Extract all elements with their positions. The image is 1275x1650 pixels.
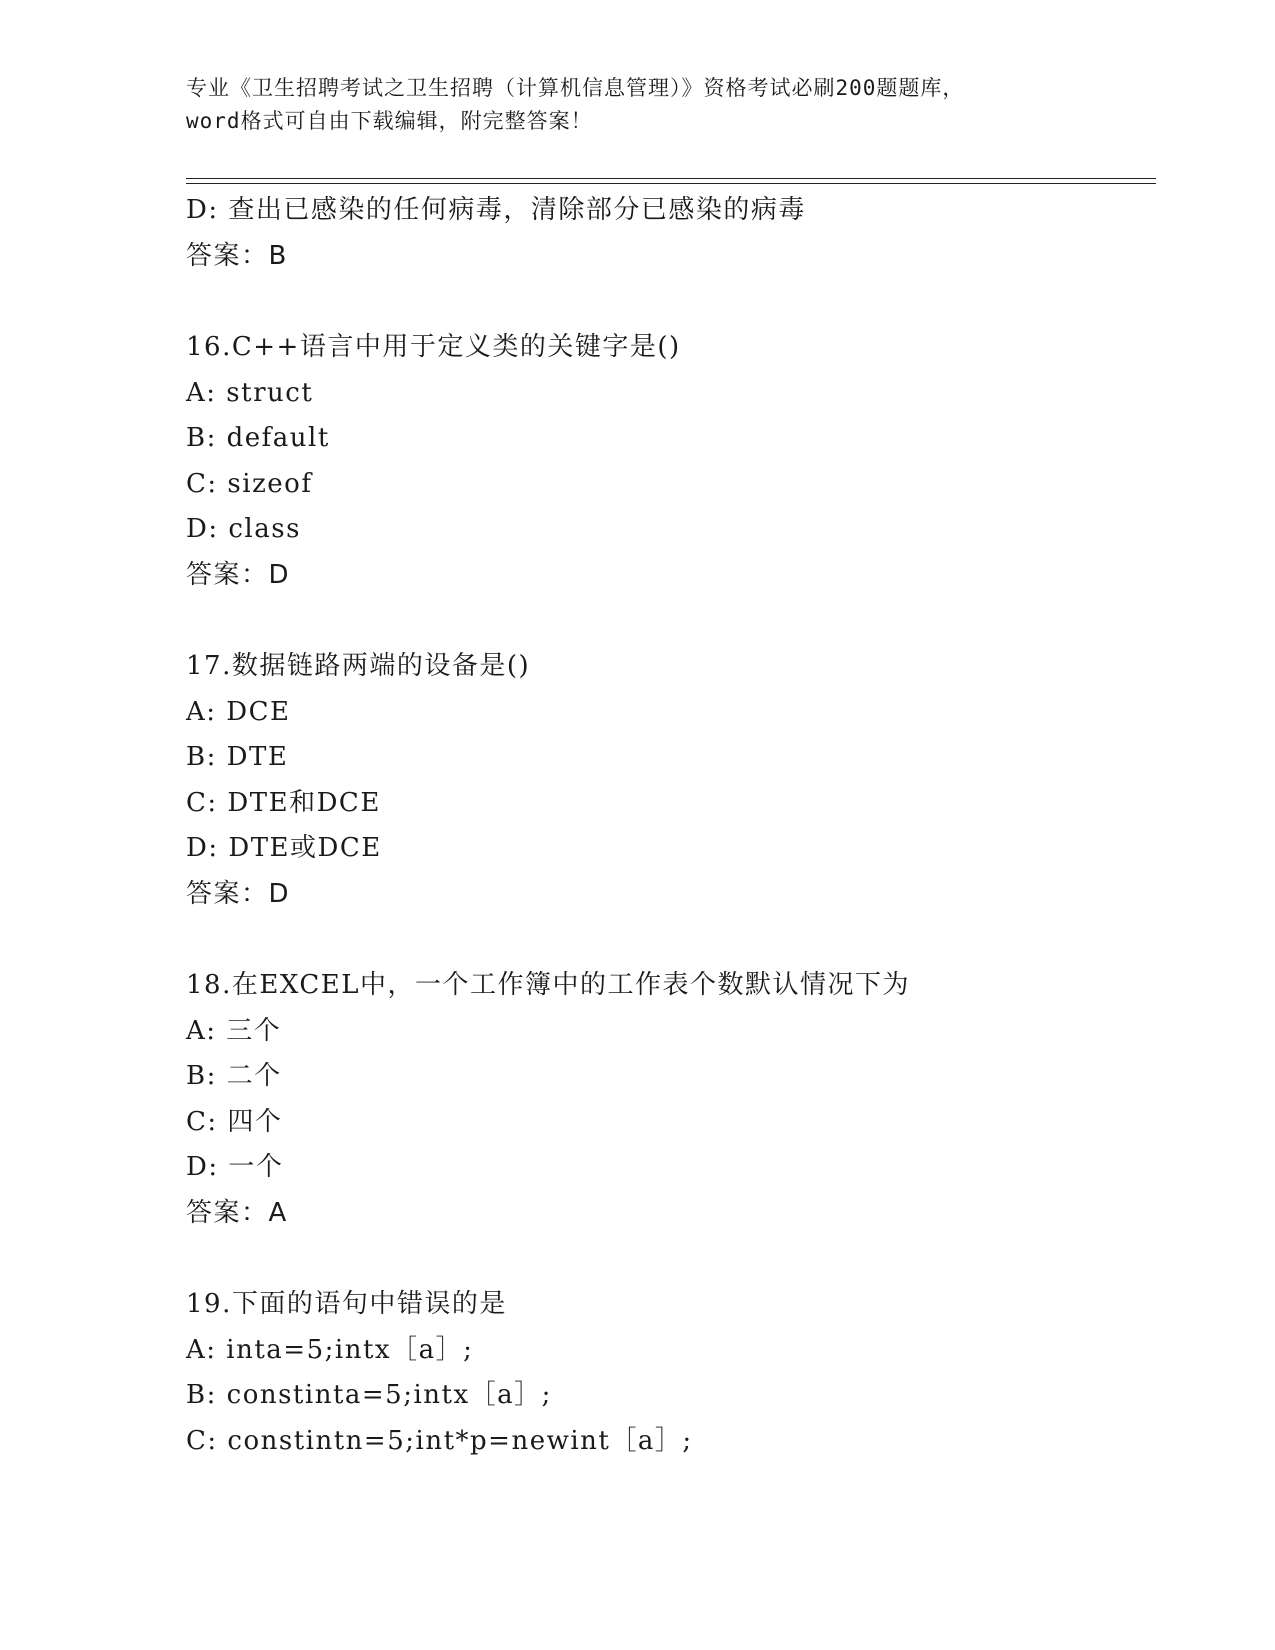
question-stem: 19.下面的语句中错误的是 <box>186 1289 507 1319</box>
option-a: A: struct <box>186 377 314 408</box>
question-17 <box>186 644 1146 917</box>
question-18 <box>186 963 1146 1236</box>
option-d: D: class <box>186 514 301 544</box>
option-b: B: default <box>186 423 330 453</box>
question-stem: 18.在EXCEL中，一个工作簿中的工作表个数默认情况下为 <box>186 970 911 1000</box>
question-stem: 16.C++语言中用于定义类的关键字是() <box>186 332 681 362</box>
option-c: C: sizeof <box>186 468 313 499</box>
option-c: C: DTE和DCE <box>186 787 381 818</box>
spacer <box>186 1236 1146 1282</box>
spacer <box>186 598 1146 644</box>
option-a: A: 三个 <box>186 1015 282 1046</box>
option-c: C: 四个 <box>186 1106 283 1137</box>
page-header <box>186 72 1086 138</box>
answer: 答案：D <box>186 559 291 590</box>
answer: 答案：B <box>186 240 288 271</box>
header-divider-top <box>186 178 1156 179</box>
header-divider-bottom <box>186 183 1156 184</box>
question-19 <box>186 1282 1146 1464</box>
answer: 答案：A <box>186 1197 288 1228</box>
option-d: D: 一个 <box>186 1152 284 1182</box>
option-b: B: 二个 <box>186 1061 282 1091</box>
option-d: D: 查出已感染的任何病毒，清除部分已感染的病毒 <box>186 195 806 225</box>
option-b: B: DTE <box>186 742 289 772</box>
option-a: A: DCE <box>186 696 291 727</box>
header-line-2: word格式可自由下载编辑，附完整答案！ <box>186 109 593 133</box>
option-c: C: constintn=5;int*p=newint［a］; <box>186 1425 693 1456</box>
spacer <box>186 917 1146 963</box>
option-d: D: DTE或DCE <box>186 833 382 863</box>
header-line-1: 专业《卫生招聘考试之卫生招聘（计算机信息管理）》资格考试必刷200题题库， <box>186 76 965 100</box>
option-b: B: constinta=5;intx［a］; <box>186 1380 552 1410</box>
question-16 <box>186 325 1146 598</box>
spacer <box>186 279 1146 325</box>
question-list <box>186 188 1146 1464</box>
question-stem: 17.数据链路两端的设备是() <box>186 651 531 681</box>
option-a: A: inta=5;intx［a］; <box>186 1334 474 1365</box>
answer: 答案：D <box>186 878 291 909</box>
